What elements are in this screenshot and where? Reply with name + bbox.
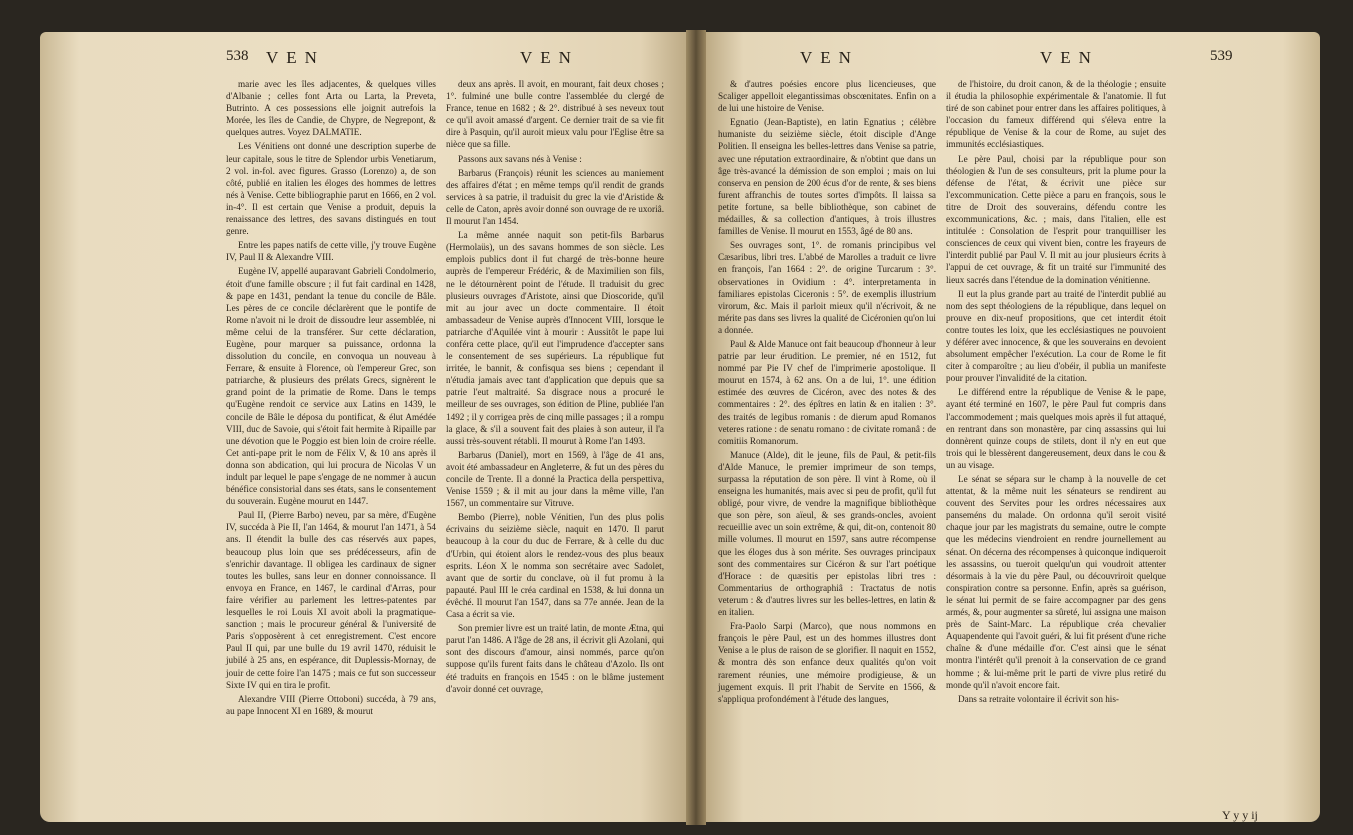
paragraph: Il eut la plus grande part au traité de l'interdit publié au nom des sept théologiens de la république, dans lequel on prouve en dix-neuf propositions, que cet interdit étoit contre toutes les loix, que les ecclésiastiques ne pouvoient y déférer avec innocence, & que les souverains en devoient absolument empêcher l'exécution. La cour de Rome le fit citer à comparoître ; au lieu d'obéir, il publia un manifeste pour prouver l'invalidité de la citation.: [946, 288, 1166, 384]
paragraph: de l'histoire, du droit canon, & de la théologie ; ensuite il étudia la philosophie expérimentale & l'anatomie. Il fut tiré de son cabinet pour entrer dans les affaires politiques, à l'occasion du fameux différend qui s'éleva entre la république de Venise & la cour de Rome, au sujet des immunités ecclésiastiques.: [946, 79, 1166, 150]
paragraph: Bembo (Pierre), noble Vénitien, l'un des plus polis écrivains du seizième siècle, naquit en 1470. Il parut beaucoup à la cour du duc de Ferrare, & à celle du duc d'Urbin, qui étoient alors le rendez-vous des plus beaux esprits. Léon X le nomma son secrétaire avec Sadolet, avant que de sortir du conclave, où il fut promu à la papauté. Paul III le créa cardinal en 1538, & lui donna un évêché. Il mourut l'an 1547, dans sa 77e année. Jean de la Casa a écrit sa vie.: [446, 512, 664, 620]
paragraph: Eugène IV, appellé auparavant Gabrieli Condolmerio, étoit d'une famille obscure ; il fut fait cardinal en 1428, & pape en 1431, pendant la tenue du concile de Bâle. Les pères de ce concile déclarèrent que le pontife de Rome n'avoit ni le droit de dissoudre leur assemblée, ni même celui de la transférer. Sur cette déclaration, Eugène, pour marquer sa puissance, ordonna la dissolution du concile, en convoqua un nouveau à Ferrare, & ensuite à Florence, où l'empereur Grec, son patriarche, & plusieurs des prélats Grecs, signèrent le grand point de la primatie de Rome. Dans le temps qu'Eugène rendoit ce service aux Latins en 1439, le concile de Bâle le déposa du pontificat, & élut Amédée VIII, duc de Savoie, qui s'étoit fait hermite à Ripaille par une dévotion que le Poggio est bien loin de croire réelle. Cet anti-pape prit le nom de Félix V, & 10 ans après il donna son abdication, qui lui procura de Nicolas V un indult par lequel le pape s'engage de ne nommer à aucun bénéfice consistorial dans ses états, sans le consentement du souverain. Eugène mourut en 1447.: [226, 266, 436, 507]
book-gutter: [686, 30, 706, 825]
right-page-column-2: [946, 78, 1166, 707]
paragraph: Dans sa retraite volontaire il écrivit son his-: [958, 693, 1119, 704]
paragraph: deux ans après. Il avoit, en mourant, fait deux choses ; 1°. fulminé une bulle contre l'assemblée du clergé de France, tenue en 1682 ; & 2°. distribué à ses neveux tout ce qu'il avoit amassé d'argent. Ce dernier trait de sa vie fit dire à Pasquin, qu'il auroit mieux valu pour l'Eglise être sa nièce que sa fille.: [446, 79, 664, 150]
page-number-right: 539: [1210, 48, 1233, 64]
running-head-right-2: VEN: [1040, 48, 1099, 67]
paragraph: Egnatio (Jean-Baptiste), en latin Egnatius ; célèbre humaniste du seizième siècle, étoit disciple d'Ange Politien. Il enseigna les belles-lettres dans Venise sa patrie, avec une réputation extraordinaire, & n'obtint que dans un âge très-avancé la démission de son emploi ; mais on lui conserva en pension de 200 écus d'or de rente, & ses biens furent affranchis de toutes sortes d'impôts. Il laissa sa petite fortune, sa belle bibliothèque, son cabinet de médailles, & sa collection d'antiques, à trois illustres familles de Venise. Il mourut en 1553, âgé de 80 ans.: [718, 117, 936, 237]
paragraph: Les Vénitiens ont donné une description superbe de leur capitale, sous le titre de Splendor urbis Venetiarum, 2 vol. in-fol. avec figures. Grasso (Lorenzo) a, de son côté, publié en italien les éloges des hommes de lettres nés à Venise. Cette bibliographie parut en 1666, en 2 vol. in-4°. Il est certain que Venise a produit, depuis la renaissance des lettres, des savans distingués en tout genre.: [226, 141, 436, 237]
left-page-column-1: [226, 78, 436, 719]
paragraph: Paul & Alde Manuce ont fait beaucoup d'honneur à leur patrie par leur érudition. Le premier, né en 1512, fut nommé par Pie IV chef de l'imprimerie apostolique. Il mourut en 1574, à 62 ans. On a de lui, 1°. une édition estimée des œuvres de Cicéron, avec des notes & des commentaires : 2°. des épîtres en latin & en italien : 3°. des traités de legibus romanis : de dierum apud Romanos veteres ratione : de senatu romano : de civitate romanâ : de comitiis Romanorum.: [718, 338, 936, 446]
running-head-left-2: VEN: [520, 48, 579, 67]
paragraph: Le différend entre la république de Venise & le pape, ayant été terminé en 1607, le père Paul fut compris dans l'accommodement ; mais quelques mois après il fut attaqué, en rentrant dans son monastère, par cinq assassins qui lui donnèrent quinze coups de stilets, dont il n'y en eut que trois qui le blessèrent dangereusement, deux dans le cou & un au visage.: [946, 387, 1166, 470]
paragraph: Barbarus (Daniel), mort en 1569, à l'âge de 41 ans, avoit été ambassadeur en Angleterre, & fut un des pères du concile de Trente. Il a donné la Practica della perspettiva, Venise 1559 ; & il mit au jour dans la même ville, l'an 1567, un commentaire sur Vitruve.: [446, 449, 664, 509]
paragraph: Ses ouvrages sont, 1°. de romanis principibus vel Cæsaribus, libri tres. L'abbé de Marolles a traduit ce livre en françois, l'an 1664 : 2°. de origine Turcarum : 3°. observationes in Ovidium : 4°. interpretamenta in familiares epistolas Ciceronis : 5°. de exemplis illustrium virorum, &c. Mais il parloit mieux qu'il n'écrivoit, & ne mérite pas dans ses livres la qualité de Cicéronien qu'on lui a donnée.: [718, 240, 936, 335]
paragraph: Manuce (Alde), dit le jeune, fils de Paul, & petit-fils d'Alde Manuce, le premier imprimeur de son temps, surpassa la réputation de son père. Il vint à Rome, où il enseigna les humanités, mais avec si peu de profit, qu'il fut obligé, pour vivre, de vendre la magnifique bibliothèque que son père, son aïeul, & ses grands-oncles, avoient recueillie avec un soin extrême, & qui, dit-on, contenoit 80 mille volumes. Il mourut en 1597, sans autre récompense que les éloges dus à son mérite. Ses ouvrages principaux sont des commentaires sur Cicéron & sur l'art poétique d'Horace : de quæsitis per epistolas libri tres : Commentarius de orthographiâ : Tractatus de notis veterum : & d'autres livres sur les belles-lettres, en latin & en italien.: [718, 449, 936, 618]
signature-mark: Y y y ij: [1222, 808, 1258, 822]
paragraph: Entre les papes natifs de cette ville, j'y trouve Eugène IV, Paul II & Alexandre VIII.: [226, 240, 436, 263]
paragraph: Le sénat se sépara sur le champ à la nouvelle de cet attentat, & la même nuit les sénateurs se rendirent au couvent des Servites pour les ordres nécessaires aux panseméns du malade. On ordonna qu'il seroit visité chaque jour par les magistrats du semaine, outre le compte que les médecins viendroient en rendre journellement au sénat. On décerna des récompenses à quiconque indiqueroit les assassins, ou tueroit quelqu'un qui voudroit attenter désormais à la vie du père Paul, ou découvriroit quelque conspiration contre sa personne. Enfin, après sa guérison, le sénat lui permit de se faire accompagner par des gens armés, &, pour augmenter sa sûreté, lui assigna une maison près de Saint-Marc. La république créa chevalier Aquapendente qui l'avoit guéri, & lui fit présent d'une riche chaîne & d'une médaille d'or. C'est ainsi que le sénat montra l'intérêt qu'il prenoit à la conservation de ce grand homme ; & lui-même prit le parti de vivre plus retiré du monde qu'il n'avoit encore fait.: [946, 474, 1166, 690]
paragraph: Son premier livre est un traité latin, de monte Ætna, qui parut l'an 1486. A l'âge de 28 ans, il écrivit gli Azolani, qui sont des discours d'amour, ainsi nommés, parce qu'on suppose qu'ils furent faits dans le château d'Azolo. Ils ont été traduits en françois en 1545 : on le blâme justement d'avoir donné cet ouvrage,: [446, 623, 664, 694]
paragraph: Paul II, (Pierre Barbo) neveu, par sa mère, d'Eugène IV, succéda à Pie II, l'an 1464, & mourut l'an 1471, à 54 ans. Il étendit la bulle des cas réservés aux papes, beaucoup plus loin que ses prédécesseurs, afin de s'enrichir davantage. Il obligea les cardinaux de signer toutes les bulles, sans leur en donner connoissance. Il envoya en France, en 1467, le cardinal d'Arras, pour faire vérifier au parlement les lettres-patentes par lesquelles le roi Louis XI avoit aboli la pragmatique-sanction ; mais le procureur général & l'université de Paris s'opposèrent à cet enregistrement. C'est encore Paul II qui, par une bulle du 19 avril 1470, réduisit le jubilé à 25 ans, en espérance, dit Duplessis-Mornay, de jouir de cette foire l'an 1475 ; mais ce fut son successeur Sixte IV qui en tira le profit.: [226, 510, 436, 690]
page-number-left: 538: [226, 48, 249, 64]
paragraph: & d'autres poésies encore plus licencieuses, que Scaliger appelloit elegantissimas obscœnitates. Enfin on a de lui une histoire de Venise.: [718, 79, 936, 114]
paragraph: Le père Paul, choisi par la république pour son théologien & l'un de ses consulteurs, prit la plume pour la défense de l'état, & écrivit une pièce sur l'excommunication. Cette pièce a paru en françois, sous le titre de Droit des souverains, défendu contre les excommunications, &c. ; mais, dans l'italien, elle est intitulée : Consolation de l'esprit pour tranquilliser les consciences de ceux qui vivent bien, contre les frayeurs de l'interdit publié par Paul V. Il mit au jour plusieurs écrits à l'appui de cet ouvrage, & fit un traité sur l'immunité des lieux sacrés dans l'étendue de la domination vénitienne.: [946, 153, 1166, 285]
paragraph: Alexandre VIII (Pierre Ottoboni) succéda, à 79 ans, au pape Innocent XI en 1689, & mourut: [226, 693, 436, 716]
paragraph: Barbarus (François) réunit les sciences au maniement des affaires d'état ; en même temps qu'il rendit de grands services à sa patrie, il traduisit du grec la vie d'Aristide & celle de Caton, après avoir donné son ouvrage de re uxoriâ. Il mourut l'an 1454.: [446, 167, 664, 227]
right-page-column-1: [718, 78, 936, 707]
paragraph: Passons aux savans nés à Venise :: [458, 153, 582, 164]
running-head-right-1: VEN: [800, 48, 859, 67]
paragraph: La même année naquit son petit-fils Barbarus (Hermolaüs), un des savans hommes de son siècle. Les emplois publics dont il fut chargé de très-bonne heure auprès de l'empereur Frédéric, & de Maximilien son fils, ne le détournèrent point de l'étude. Il traduisit du grec plusieurs ouvrages d'Aristote, ainsi que Dioscoride, qu'il mit au jour avec un docte commentaire. Il étoit ambassadeur de Venise auprès d'Innocent VIII, lorsque le patriarche d'Aquilée vint à mourir : Aussitôt le pape lui conféra cette place, qu'il eut l'imprudence d'accepter sans le consentement de ses supérieurs. La république fut irritée, le bannit, & confisqua ses biens ; cependant il n'étudia jamais avec tant d'application que depuis que sa patrie l'eut maltraité. Sa disgrace nous a procuré le meilleur de ses ouvrages, son édition de Pline, publiée l'an 1492 ; il y corrigea près de cinq mille passages ; il a rompu la glace, & s'il a souvent fait des plaies à son auteur, il l'a aussi très-souvent rétabli. Il mourut à Rome l'an 1493.: [446, 230, 664, 446]
paragraph: Fra-Paolo Sarpi (Marco), que nous nommons en françois le père Paul, est un des hommes illustres dont Venise a le plus de raison de se glorifier. Il naquit en 1552, & montra dès son enfance deux qualités qu'on voit rarement réunies, une mémoire prodigieuse, & un jugement exquis. Il prit l'habit de Servite en 1566, & s'appliqua profondément à l'étude des langues,: [718, 621, 936, 704]
running-head-left-1: VEN: [266, 48, 325, 67]
paragraph: marie avec les îles adjacentes, & quelques villes d'Albanie ; celles font Arta ou Larta, la Preveta, Butrinto. A ces possessions elle joignit autrefois la Morée, les îles de Candie, de Chypre, de Negrepont, & quelques autres. Voyez DALMATIE.: [226, 79, 436, 138]
left-page-column-2: [446, 78, 664, 697]
